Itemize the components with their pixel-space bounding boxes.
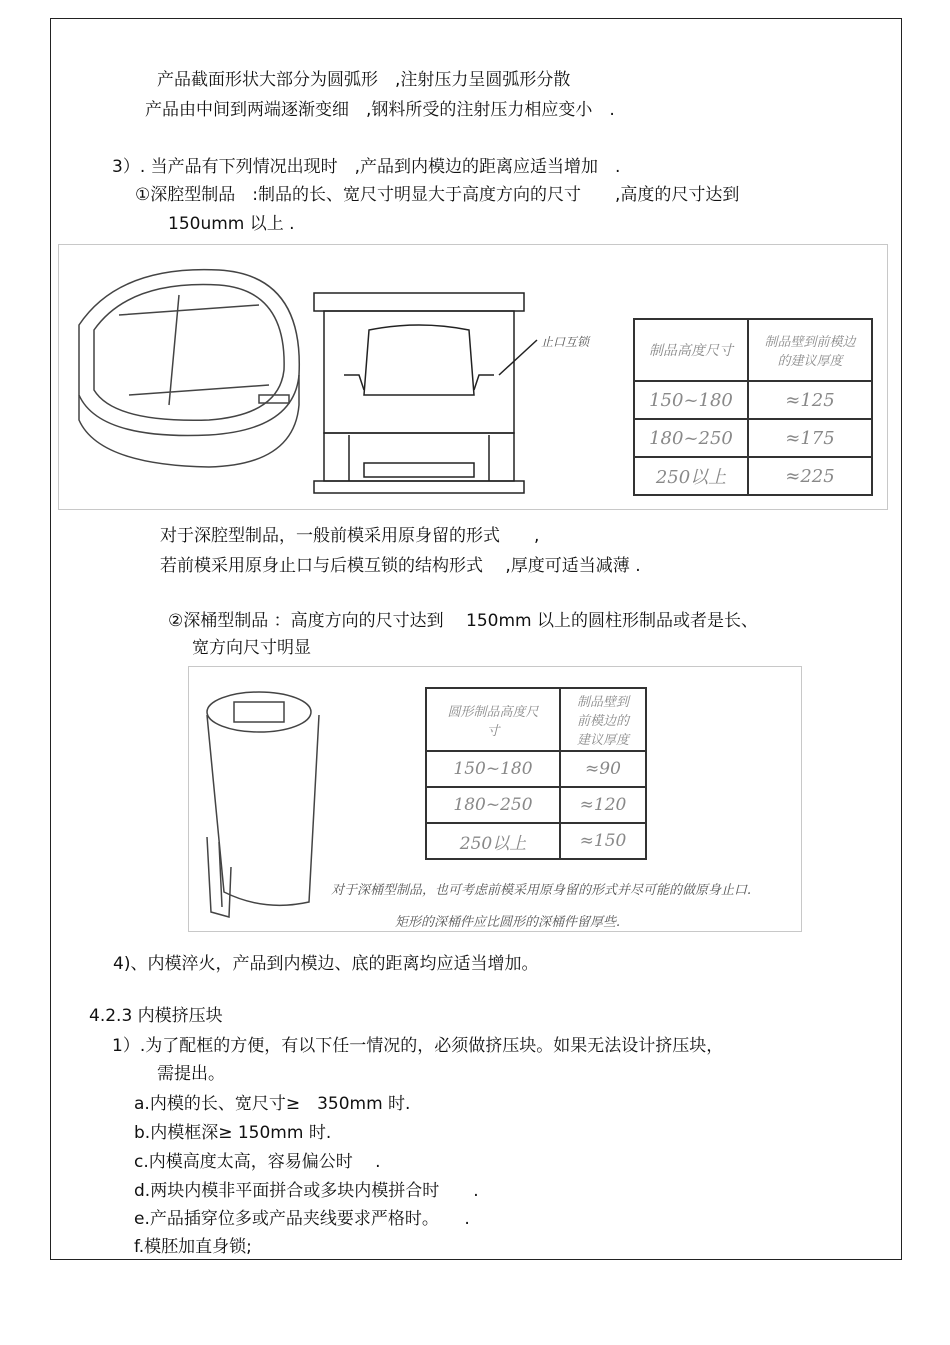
paragraph-line: ②深桶型制品 ：高度方向的尺寸达到 150mm 以上的圆柱形制品或者是长、 (168, 611, 759, 631)
table-cell: 250以上 (634, 457, 748, 495)
list-item: f.模胚加直身锁; (134, 1237, 252, 1257)
figure-caption: 矩形的深桶件应比圆形的深桶件留厚些. (395, 915, 621, 930)
paragraph-line: 150umm 以上 . (168, 214, 295, 234)
header-cell: 制品壁到前模边的建议厚度 (748, 319, 872, 381)
paragraph-line: 宽方向尺寸明显 (192, 638, 311, 658)
deep-barrel-figure (188, 666, 802, 932)
list-item: b.内模框深≥ 150mm 时. (134, 1123, 332, 1143)
header-cell: 制品高度尺寸 (634, 319, 748, 381)
paragraph-line: 产品由中间到两端逐渐变细 ,钢料所受的注射压力相应变小 . (145, 100, 615, 120)
table-cell: ≈120 (560, 787, 646, 823)
deep-cavity-figure (58, 244, 888, 510)
table-cell: ≈175 (748, 419, 872, 457)
figure-caption: 对于深桶型制品，也可考虑前模采用原身留的形式并尽可能的做原身止口. (331, 883, 752, 898)
thickness-table (425, 687, 647, 860)
section-heading: 4.2.3 内模挤压块 (89, 1006, 223, 1026)
list-item: c.内模高度太高，容易偏公时 . (134, 1152, 381, 1172)
paragraph-line: 若前模采用原身止口与后模互锁的结构形式 ,厚度可适当减薄 . (160, 556, 641, 576)
paragraph-line: 4)、内模淬火，产品到内模边、底的距离均应适当增加。 (113, 954, 539, 974)
paragraph-line: ①深腔型制品 :制品的长、宽尺寸明显大于高度方向的尺寸 ,高度的尺寸达到 (135, 185, 740, 205)
table-cell: ≈225 (748, 457, 872, 495)
table-cell: 180~250 (634, 419, 748, 457)
paragraph-line: 需提出。 (157, 1064, 225, 1084)
header-cell: 圆形制品高度尺寸 (426, 688, 560, 751)
table-cell: ≈125 (748, 381, 872, 419)
table-cell: ≈90 (560, 751, 646, 787)
list-item: d.两块内模非平面拼合或多块内模拼合时 . (134, 1181, 479, 1201)
list-item: e.产品插穿位多或产品夹线要求严格时。 . (134, 1209, 470, 1229)
paragraph-line: 1）.为了配框的方便，有以下任一情况的，必须做挤压块。如果无法设计挤压块， (112, 1036, 724, 1056)
section-heading: 3）. 当产品有下列情况出现时 ,产品到内模边的距离应适当增加 . (112, 157, 621, 177)
paragraph-line: 产品截面形状大部分为圆弧形 ,注射压力呈圆弧形分散 (157, 70, 571, 90)
list-item: a.内模的长、宽尺寸≥ 350mm 时. (134, 1094, 411, 1114)
header-cell: 制品壁到前模边的建议厚度 (560, 688, 646, 751)
callout-label: 止口互锁 (541, 335, 590, 349)
thickness-table (633, 318, 873, 496)
table-cell: ≈150 (560, 823, 646, 859)
table-cell: 150~180 (426, 751, 560, 787)
paragraph-line: 对于深腔型制品，一般前模采用原身留的形式 , (160, 526, 540, 546)
table-cell: 150~180 (634, 381, 748, 419)
table-cell: 180~250 (426, 787, 560, 823)
table-cell: 250以上 (426, 823, 560, 859)
